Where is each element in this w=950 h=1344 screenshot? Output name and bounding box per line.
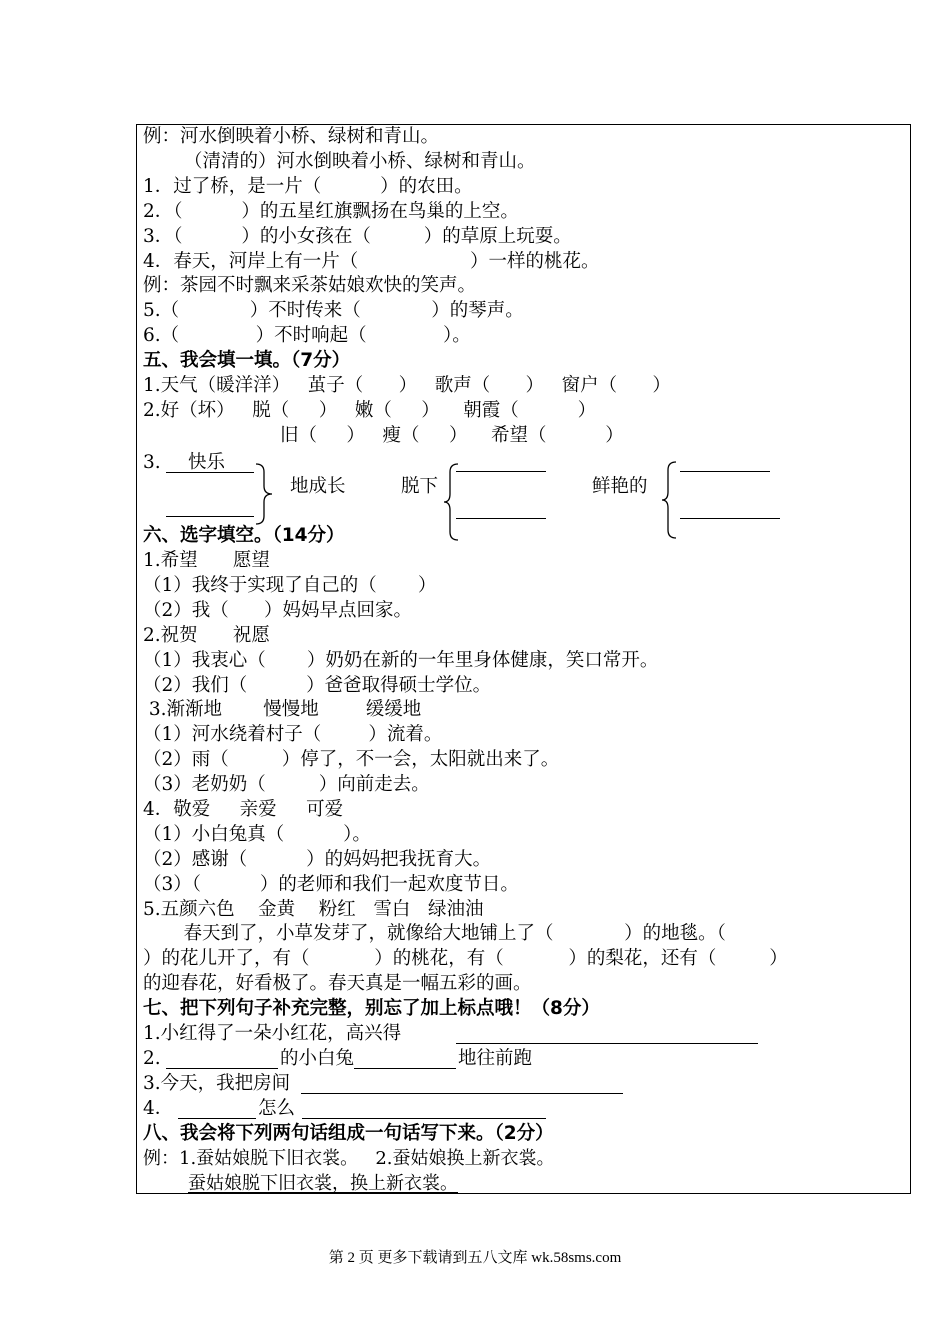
s7-q4-blank-2 — [302, 1118, 546, 1119]
s5-row-2: 2.好（坏） 脱（ ） 嫩（ ） 朝霞（ ） — [143, 400, 597, 421]
s5-q3-word: 快乐 — [188, 452, 226, 473]
s4-question-2: 2．（ ）的五星红旗飘扬在鸟巢的上空。 — [143, 201, 519, 222]
section-5-title: 五、我会填一填。（7分） — [143, 350, 351, 371]
s6-group-5: 5.五颜六色 金黄 粉红 雪白 绿油油 — [143, 899, 484, 920]
example-1: 例：河水倒映着小桥、绿树和青山。 — [143, 126, 440, 147]
s5-phrase-bright: 鲜艳的 — [592, 476, 648, 497]
s5-phrase-grow: 地成长 — [290, 476, 346, 497]
s6-group-3: 3.渐渐地 慢慢地 缓缓地 — [143, 699, 422, 720]
s6-g2-item-2: （2）我们（ ）爸爸取得硕士学位。 — [143, 675, 492, 696]
s7-question-1: 1.小红得了一朵小红花，高兴得 — [143, 1023, 402, 1044]
example-2: 例：茶园不时飘来采茶姑娘欢快的笑声。 — [143, 275, 477, 296]
s6-paragraph-line-2: ）的花儿开了，有（ ）的桃花，有（ ）的梨花，还有（ ） — [143, 948, 788, 969]
s7-q4-number: 4． — [143, 1098, 174, 1119]
page-footer: 第 2 页 更多下载请到五八文库 wk.58sms.com — [328, 1250, 622, 1266]
s4-question-5: 5.（ ）不时传来（ ）的琴声。 — [143, 300, 524, 321]
s6-group-4: 4．敬爱 亲爱 可爱 — [143, 799, 344, 820]
s4-question-4: 4．春天，河岸上有一片（ ）一样的桃花。 — [143, 251, 600, 272]
s6-g3-item-1: （1）河水绕着村子（ ）流着。 — [143, 724, 443, 745]
s5-underline-3 — [456, 471, 546, 472]
s4-question-3: 3．（ ）的小女孩在（ ）的草原上玩耍。 — [143, 226, 572, 247]
s6-g1-item-1: （1）我终于实现了自己的（ ） — [143, 575, 437, 596]
s7-question-3: 3.今天，我把房间 — [143, 1073, 291, 1094]
section-7-title: 七、把下列句子补充完整，别忘了加上标点哦！（8分） — [143, 998, 600, 1019]
section-8-title: 八、我会将下列两句话组成一句话写下来。（2分） — [143, 1123, 554, 1144]
s5-underline-2 — [166, 516, 254, 517]
s6-group-1: 1.希望 愿望 — [143, 550, 270, 571]
s6-g4-item-2: （2）感谢（ ）的妈妈把我抚育大。 — [143, 849, 492, 870]
s6-g4-item-1: （1）小白兔真（ ）。 — [143, 824, 371, 845]
s5-row-3: 旧（ ） 瘦（ ） 希望（ ） — [280, 425, 624, 446]
s8-example-answer: 蚕姑娘脱下旧衣裳，换上新衣裳。 — [188, 1173, 458, 1194]
s6-paragraph-line-3: 的迎春花，好看极了。春天真是一幅五彩的画。 — [143, 973, 532, 994]
s7-q3-blank — [301, 1093, 623, 1094]
s5-row-1: 1.天气（暖洋洋） 茧子（ ） 歌声（ ） 窗户（ ） — [143, 375, 671, 396]
s5-phrase-take-off: 脱下 — [401, 476, 439, 497]
s6-g1-item-2: （2）我（ ）妈妈早点回家。 — [143, 600, 413, 621]
s7-q2-number: 2. — [143, 1048, 161, 1069]
s7-q1-blank — [456, 1043, 758, 1044]
s5-underline-4 — [456, 518, 546, 519]
s6-g3-item-2: （2）雨（ ）停了，不一会，太阳就出来了。 — [143, 749, 560, 770]
s5-q3-number: 3. — [143, 452, 161, 473]
s8-example: 例：1.蚕姑娘脱下旧衣裳。 2.蚕姑娘换上新衣裳。 — [143, 1148, 555, 1169]
s6-group-2: 2.祝贺 祝愿 — [143, 625, 270, 646]
left-brace-1 — [442, 462, 460, 542]
s6-g4-item-3: （3）（ ）的老师和我们一起欢度节日。 — [143, 874, 519, 895]
s7-q4-text: 怎么 — [258, 1098, 296, 1119]
s5-underline-1 — [166, 472, 254, 473]
s6-paragraph-line-1: 春天到了，小草发芽了，就像给大地铺上了（ ）的地毯。（ — [160, 923, 726, 944]
s7-q2-blank-1 — [166, 1068, 278, 1069]
s4-question-1: 1．过了桥，是一片（ ）的农田。 — [143, 176, 473, 197]
left-brace-2 — [660, 460, 678, 540]
s6-g3-item-3: （3）老奶奶（ ）向前走去。 — [143, 774, 430, 795]
section-6-title: 六、选字填空。（14分） — [143, 525, 345, 546]
s7-q4-blank-1 — [178, 1118, 256, 1119]
s7-q2-text-2: 地往前跑 — [458, 1048, 533, 1069]
s4-question-6: 6.（ ）不时响起（ ）。 — [143, 325, 471, 346]
s7-q2-text-1: 的小白兔 — [280, 1048, 355, 1069]
right-brace-1 — [254, 462, 274, 526]
s5-underline-6 — [680, 518, 780, 519]
example-1-answer: （清清的）河水倒映着小桥、绿树和青山。 — [184, 151, 536, 172]
s7-q2-blank-2 — [354, 1068, 456, 1069]
s6-g2-item-1: （1）我衷心（ ）奶奶在新的一年里身体健康，笑口常开。 — [143, 650, 659, 671]
s5-underline-5 — [680, 471, 770, 472]
